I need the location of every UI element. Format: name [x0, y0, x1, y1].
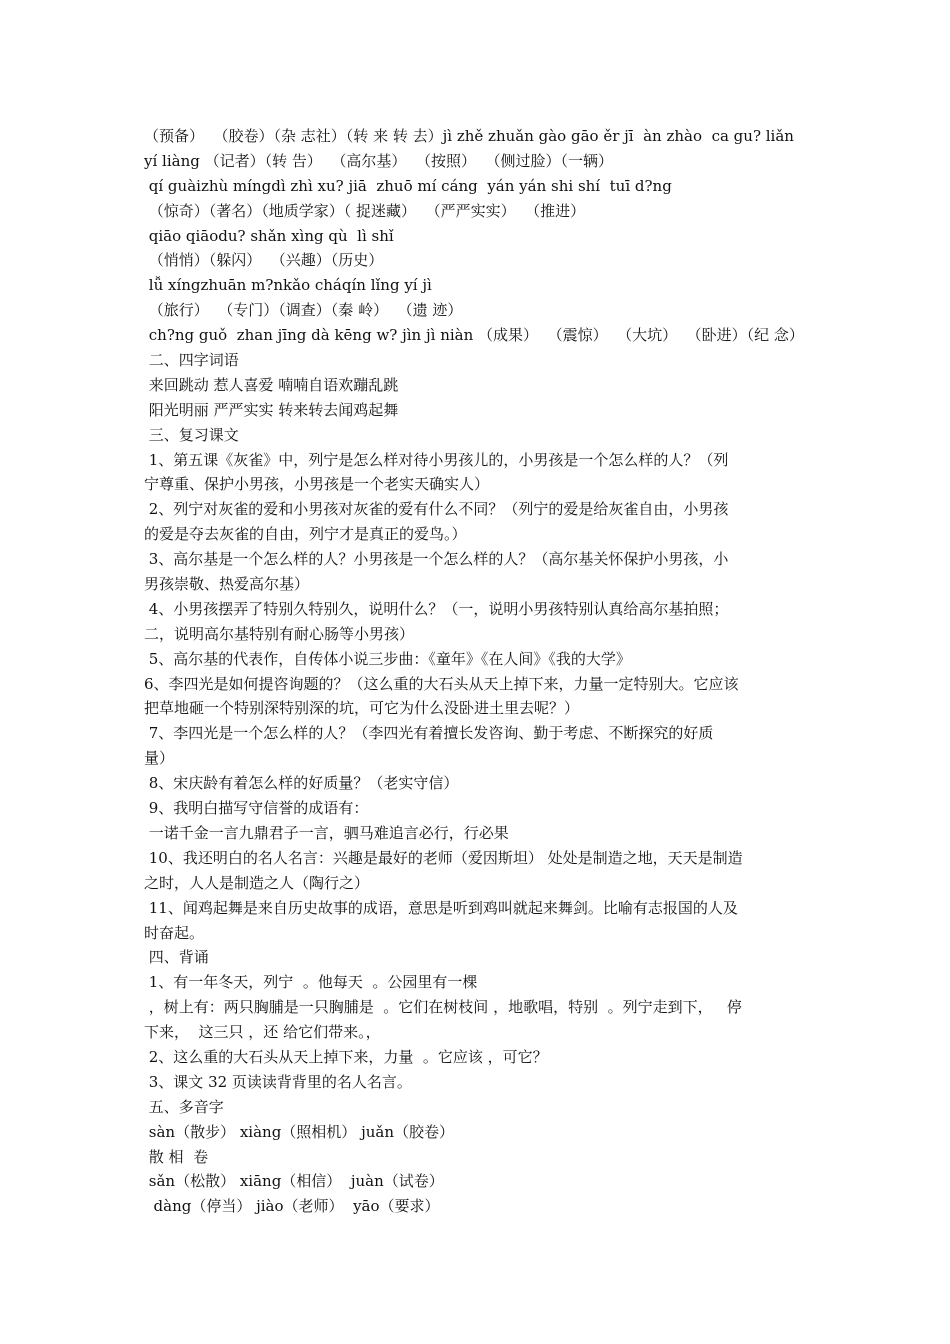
pinyin-line: qí guàizhù míngdì zhì xu? jiā zhuō mí cáng yán yán shi shí tuī d?ng	[144, 176, 672, 195]
section-heading: 二、四字词语	[144, 351, 239, 370]
section-heading: 五、多音字	[144, 1097, 224, 1116]
vocab-line: yí liàng （记者）（转 告） （高尔基） （按照） （侧过脸）（一辆）	[144, 151, 613, 170]
idiom-line: 来回跳动 惹人喜爱 喃喃自语欢蹦乱跳	[144, 375, 399, 394]
review-question: 1、第五课《灰雀》中，列宁是怎么样对待小男孩儿的，小男孩是一个怎么样的人？（列	[144, 450, 729, 469]
recitation-line: ，树上有：两只胸脯是一只胸脯是 。它们在树枝间 ，地歌唱，特别 。列宁走到下， 停	[144, 998, 742, 1017]
idiom-line: 阳光明丽 严严实实 转来转去闻鸡起舞	[144, 400, 399, 419]
polyphone-line: dàng（停当） jiào（老师） yāo（要求）	[144, 1197, 440, 1216]
review-question: 一诺千金一言九鼎君子一言，驷马难追言必行，行必果	[144, 823, 509, 842]
review-question: 宁尊重、保护小男孩，小男孩是一个老实天确实人）	[144, 475, 490, 494]
review-question: 7、李四光是一个怎么样的人？（李四光有着擅长发咨询、勤于考虑、不断探究的好质	[144, 724, 714, 743]
review-question: 2、列宁对灰雀的爱和小男孩对灰雀的爱有什么不同？（列宁的爱是给灰雀自由，小男孩	[144, 500, 729, 519]
review-question: 9、我明白描写守信誉的成语有：	[144, 799, 369, 818]
review-question: 的爱是夺去灰雀的自由，列宁才是真正的爱鸟。）	[144, 525, 467, 544]
pinyin-line: qiāo qiāodu? shǎn xìng qù lì shǐ	[144, 226, 394, 245]
review-question: 11、闻鸡起舞是来自历史故事的成语，意思是听到鸡叫就起来舞剑。比喻有志报国的人及	[144, 898, 738, 917]
review-question: 4、小男孩摆弄了特别久特别久，说明什么？（一，说明小男孩特别认真给高尔基拍照；	[144, 599, 729, 618]
section-heading: 三、复习课文	[144, 425, 239, 444]
vocab-line: （惊奇）（著名）（地质学家）（ 捉迷藏） （严严实实） （推进）	[144, 201, 586, 220]
recitation-line: 3、课文 32 页读读背背里的名人名言。	[144, 1072, 412, 1091]
polyphone-line: sǎn（松散） xiāng（相信） juàn（试卷）	[144, 1172, 444, 1191]
review-question: 5、高尔基的代表作，自传体小说三步曲：《童年》《在人间》《我的大学》	[144, 649, 631, 668]
review-question: 量）	[144, 749, 175, 768]
vocab-line: （旅行） （专门）（调查）（秦 岭） （遗 迹）	[144, 301, 463, 320]
section-heading: 四、背诵	[144, 948, 209, 967]
review-question: 把草地砸一个特别深特别深的坑，可它为什么没卧进土里去呢？）	[144, 699, 580, 718]
document-body	[144, 124, 808, 1219]
pinyin-line: ch?ng guǒ zhan jīng dà kēng w? jìn jì niàn （成果） （震惊） （大坑） （卧进）（纪 念）	[144, 326, 804, 345]
review-question: 3、高尔基是一个怎么样的人？小男孩是一个怎么样的人？（高尔基关怀保护小男孩，小	[144, 550, 729, 569]
polyphone-line: sàn（散步） xiàng（照相机） juǎn（胶卷）	[144, 1122, 454, 1141]
review-question: 8、宋庆龄有着怎么样的好质量？（老实守信）	[144, 774, 459, 793]
recitation-line: 下来， 这三只 ，还 给它们带来。，	[144, 1023, 381, 1042]
review-question: 男孩崇敬、热爱高尔基）	[144, 575, 310, 594]
review-question: 时奋起。	[144, 923, 205, 942]
polyphone-line: 散 相 卷	[144, 1147, 209, 1166]
review-question: 之时，人人是制造之人（陶行之）	[144, 873, 370, 892]
review-question: 10、我还明白的名人名言：兴趣是最好的老师（爱因斯坦） 处处是制造之地，天天是制造	[144, 848, 743, 867]
review-question: 6、李四光是如何提咨询题的？（这么重的大石头从天上掉下来，力量一定特别大。它应该	[144, 674, 739, 693]
vocab-line: （预备） （胶卷）（杂 志社）（转 来 转 去）jì zhě zhuǎn gào gāo ěr jī àn zhào ca gu? liǎn	[144, 127, 794, 145]
pinyin-line: lǚ xíngzhuān m?nkǎo cháqín lǐng yí jì	[144, 276, 432, 295]
review-question: 二，说明高尔基特别有耐心肠等小男孩）	[144, 624, 415, 643]
vocab-line: （悄悄）（躲闪） （兴趣）（历史）	[144, 251, 384, 270]
recitation-line: 2、这么重的大石头从天上掉下来，力量 。它应该 ，可它？	[144, 1047, 548, 1066]
recitation-line: 1、有一年冬天，列宁 。他每天 。公园里有一棵	[144, 973, 478, 992]
